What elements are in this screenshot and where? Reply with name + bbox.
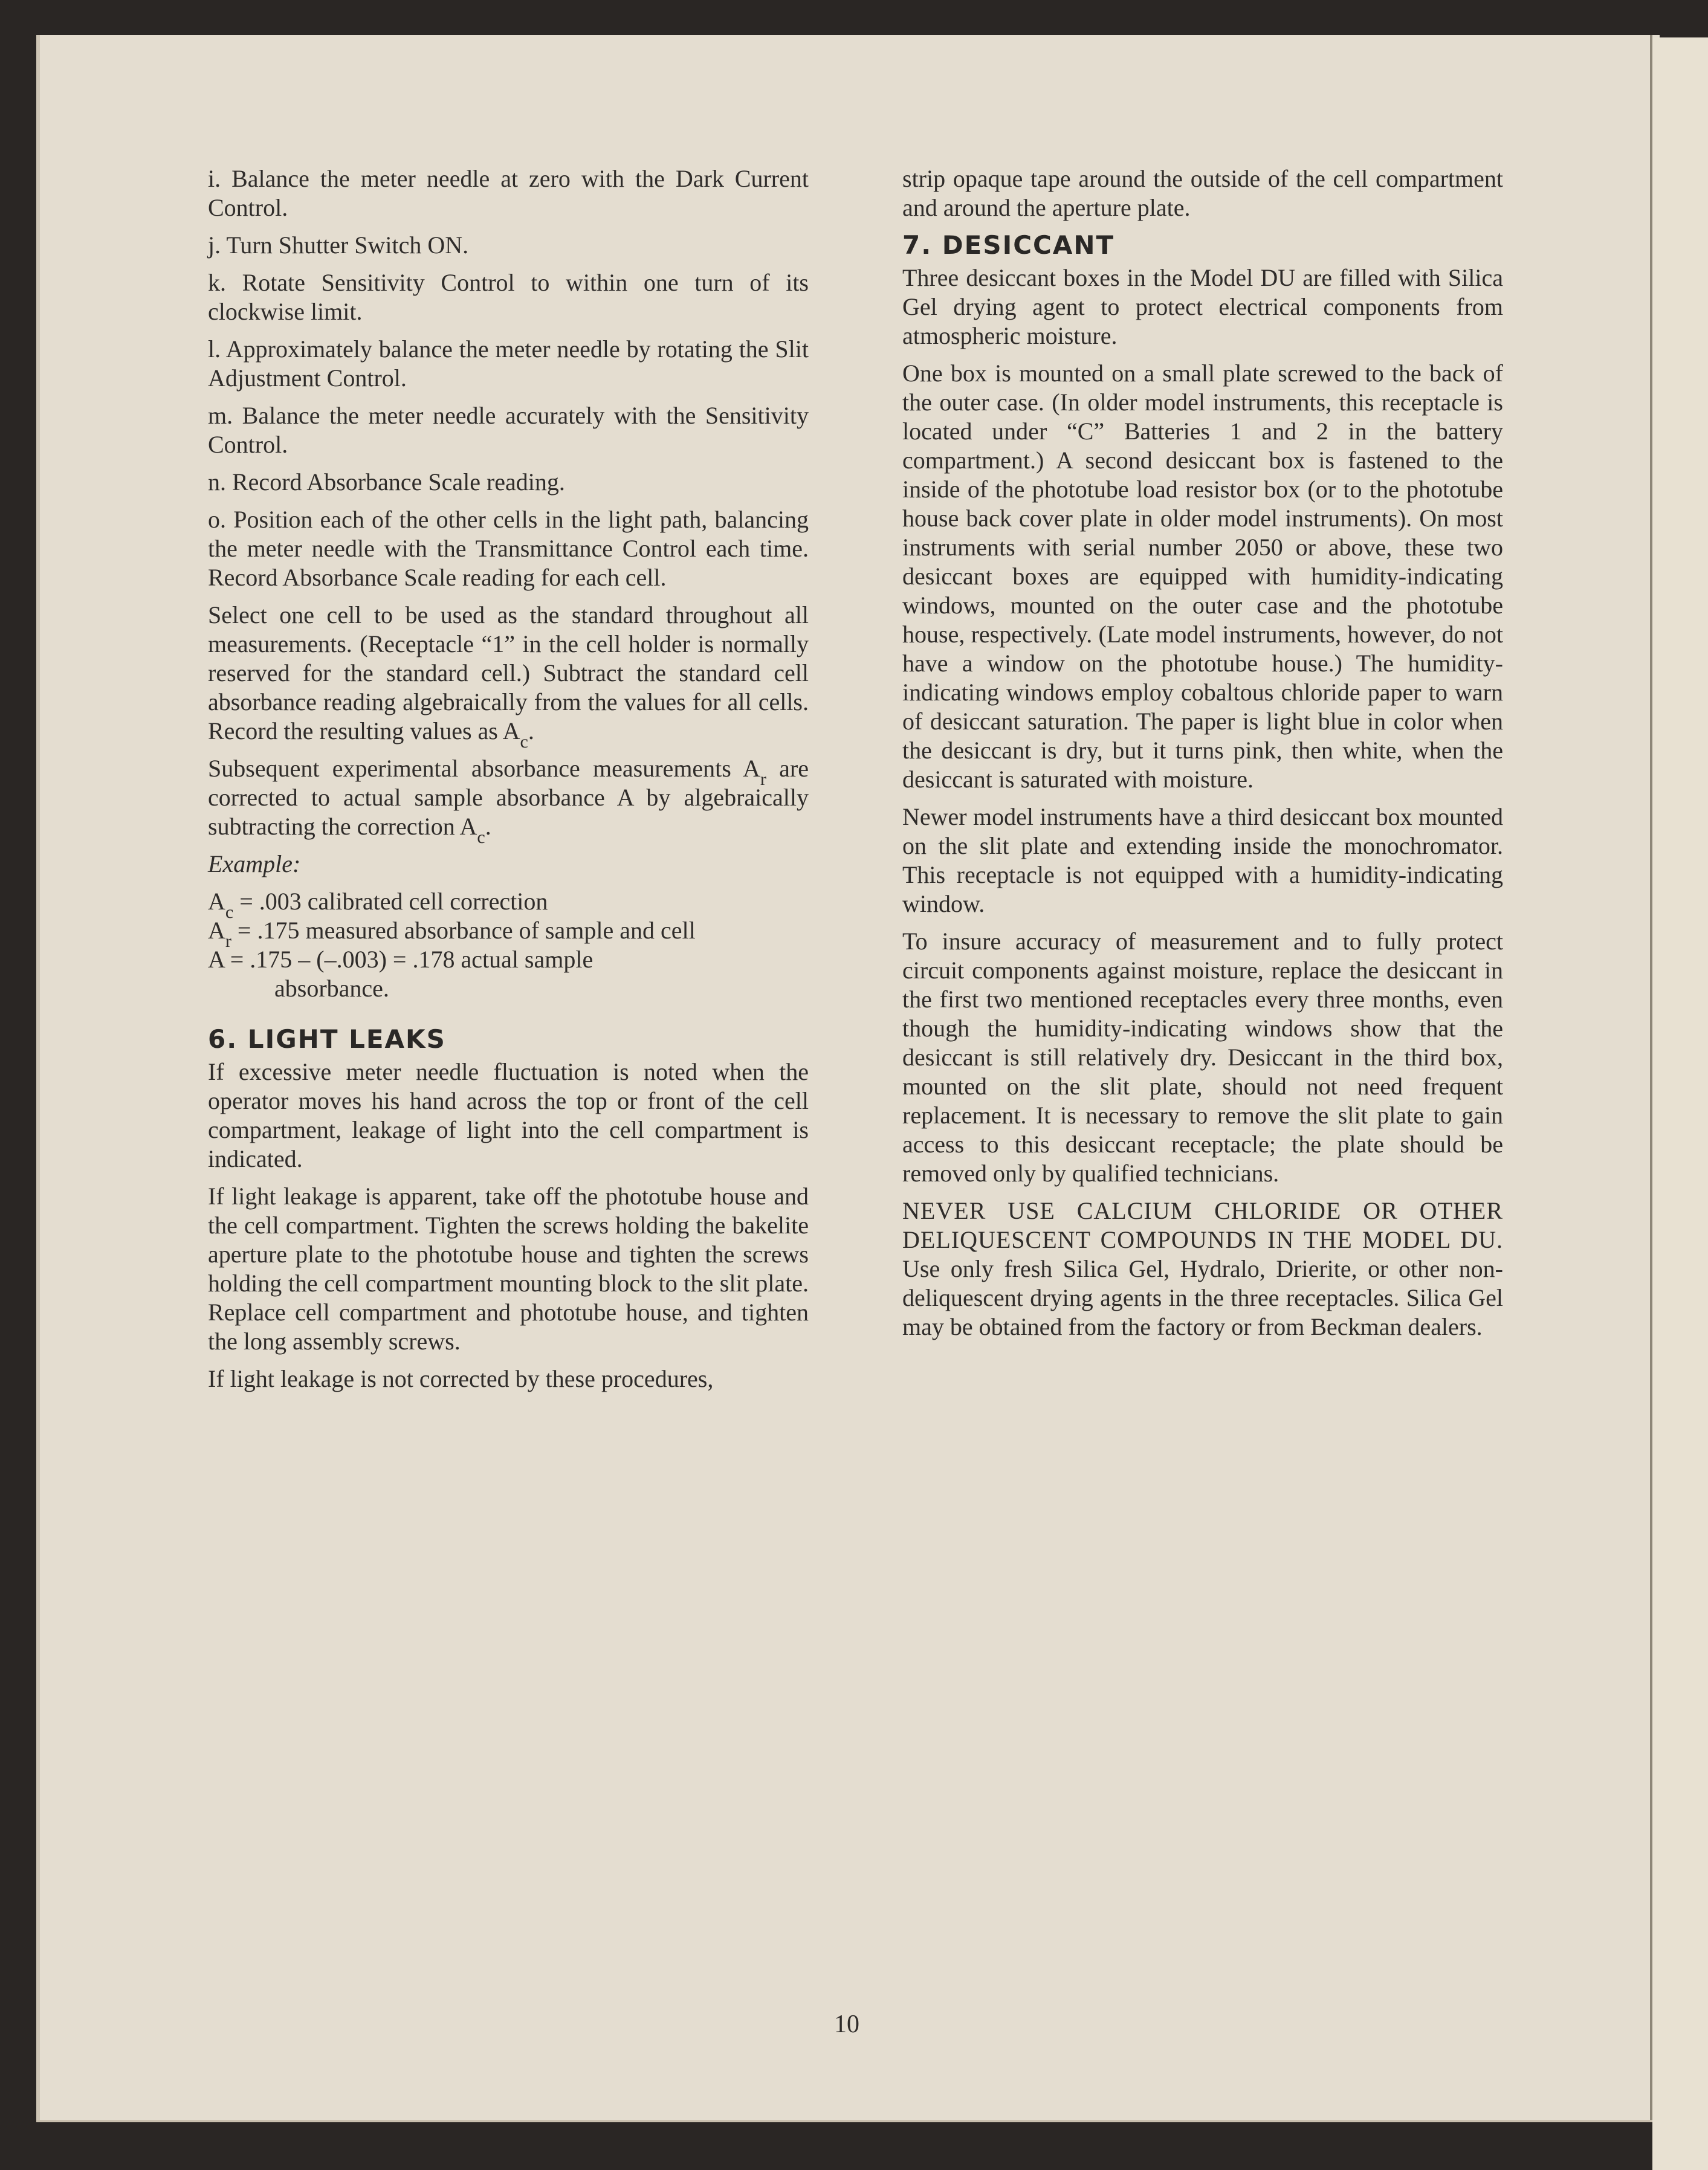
desiccant-paragraph-1: Three desiccant boxes in the Model DU are filled with Silica Gel drying agent to protect electrical components from atmospheric moisture. bbox=[902, 264, 1503, 349]
standard-cell-paragraph: Select one cell to be used as the standard throughout all measurements. (Receptacle “1” in the cell holder is normally reserved for the standard cell.) Subtract the standard cell absorbance reading algebraically from the values for all cells. Record the resulting values as $A_c$. bbox=[208, 601, 809, 752]
next-page-edge bbox=[1652, 37, 1708, 2170]
equation-3-continued: absorbance. bbox=[274, 975, 389, 1002]
light-leaks-paragraph-2: If light leakage is apparent, take off the phototube house and the cell compartment. Tighten the screws holding the bakelite aperture plate to the phototube house and tighten the screws holding the cell compartment mounting block to the slit plate. Replace cell compartment and phototube house, and tighten the long assembly screws. bbox=[208, 1183, 809, 1355]
step-k: k. Rotate Sensitivity Control to within one turn of its clockwise limit. bbox=[208, 269, 809, 325]
equation-1: $A_c = .003$ calibrated cell correction bbox=[208, 888, 548, 922]
step-m: m. Balance the meter needle accurately with the Sensitivity Control. bbox=[208, 402, 809, 458]
step-o: o. Position each of the other cells in the light path, balancing the meter needle with the Transmittance Control each time. Record Absorbance Scale reading for each cell. bbox=[208, 506, 809, 591]
step-n: n. Record Absorbance Scale reading. bbox=[208, 468, 565, 496]
warning-paragraph: NEVER USE CALCIUM CHLORIDE OR OTHER DELIQUESCENT COMPOUNDS IN THE MODEL DU. Use only fresh Silica Gel, Hydralo, Drierite, or other non-deliquescent drying agents in the three receptacles. Silica Gel may be obtained from the factory or from Beckman dealers. bbox=[902, 1197, 1503, 1340]
continued-paragraph: strip opaque tape around the outside of the cell compartment and around the aperture plate. bbox=[902, 165, 1503, 221]
desiccant-paragraph-2: One box is mounted on a small plate screwed to the back of the outer case. (In older model instruments, this receptacle is located under “C” Batteries 1 and 2 in the battery compartment.) A second desiccant box is fastened to the inside of the phototube load resistor box (or to the phototube house back cover plate in older model instruments). On most instruments with serial number 2050 or above, these two desiccant boxes are equipped with humidity-indicating windows, mounted on the outer case and the phototube house, respectively. (Late model instruments, however, do not have a window on the phototube house.) The humidity-indicating windows employ cobaltous chloride paper to warn of desiccant saturation. The paper is light blue in color when the desiccant is dry, but it turns pink, then white, when the desiccant is saturated with moisture. bbox=[902, 360, 1503, 793]
left-column bbox=[208, 164, 809, 1402]
page-number: 10 bbox=[834, 2010, 859, 2038]
light-leaks-paragraph-3: If light leakage is not corrected by these procedures, bbox=[208, 1365, 714, 1392]
step-i: i. Balance the meter needle at zero with the Dark Current Control. bbox=[208, 165, 809, 221]
example-label: Example: bbox=[208, 850, 301, 877]
desiccant-paragraph-3: Newer model instruments have a third desiccant box mounted on the slit plate and extending inside the monochromator. This receptacle is not equipped with a humidity-indicating window. bbox=[902, 803, 1503, 917]
correction-paragraph: Subsequent experimental absorbance measurements $A_r$ are corrected to actual sample absorbance A by algebraically subtracting the correction $A_c$. bbox=[208, 755, 809, 847]
heading-desiccant: 7. DESICCANT bbox=[902, 230, 1115, 260]
step-j: j. Turn Shutter Switch ON. bbox=[208, 231, 469, 259]
heading-light-leaks: 6. LIGHT LEAKS bbox=[208, 1024, 446, 1054]
step-l: l. Approximately balance the meter needle by rotating the Slit Adjustment Control. bbox=[208, 335, 809, 392]
equation-2: $A_r = .175$ measured absorbance of sample and cell bbox=[208, 917, 696, 951]
light-leaks-paragraph-1: If excessive meter needle fluctuation is noted when the operator moves his hand across the top or front of the cell compartment, leakage of light into the cell compartment is indicated. bbox=[208, 1058, 809, 1172]
equation-3: A = .175 – (–.003) = .178 actual sample bbox=[208, 946, 594, 973]
desiccant-paragraph-4: To insure accuracy of measurement and to fully protect circuit components against moisture, replace the desiccant in the first two mentioned receptacles every three months, even though the humidity-indicating windows show that the desiccant is still relatively dry. Desiccant in the third box, mounted on the slit plate, should not need frequent replacement. It is necessary to remove the slit plate to gain access to this desiccant receptacle; the plate should be removed only by qualified technicians. bbox=[902, 928, 1503, 1187]
right-column bbox=[902, 164, 1503, 1350]
